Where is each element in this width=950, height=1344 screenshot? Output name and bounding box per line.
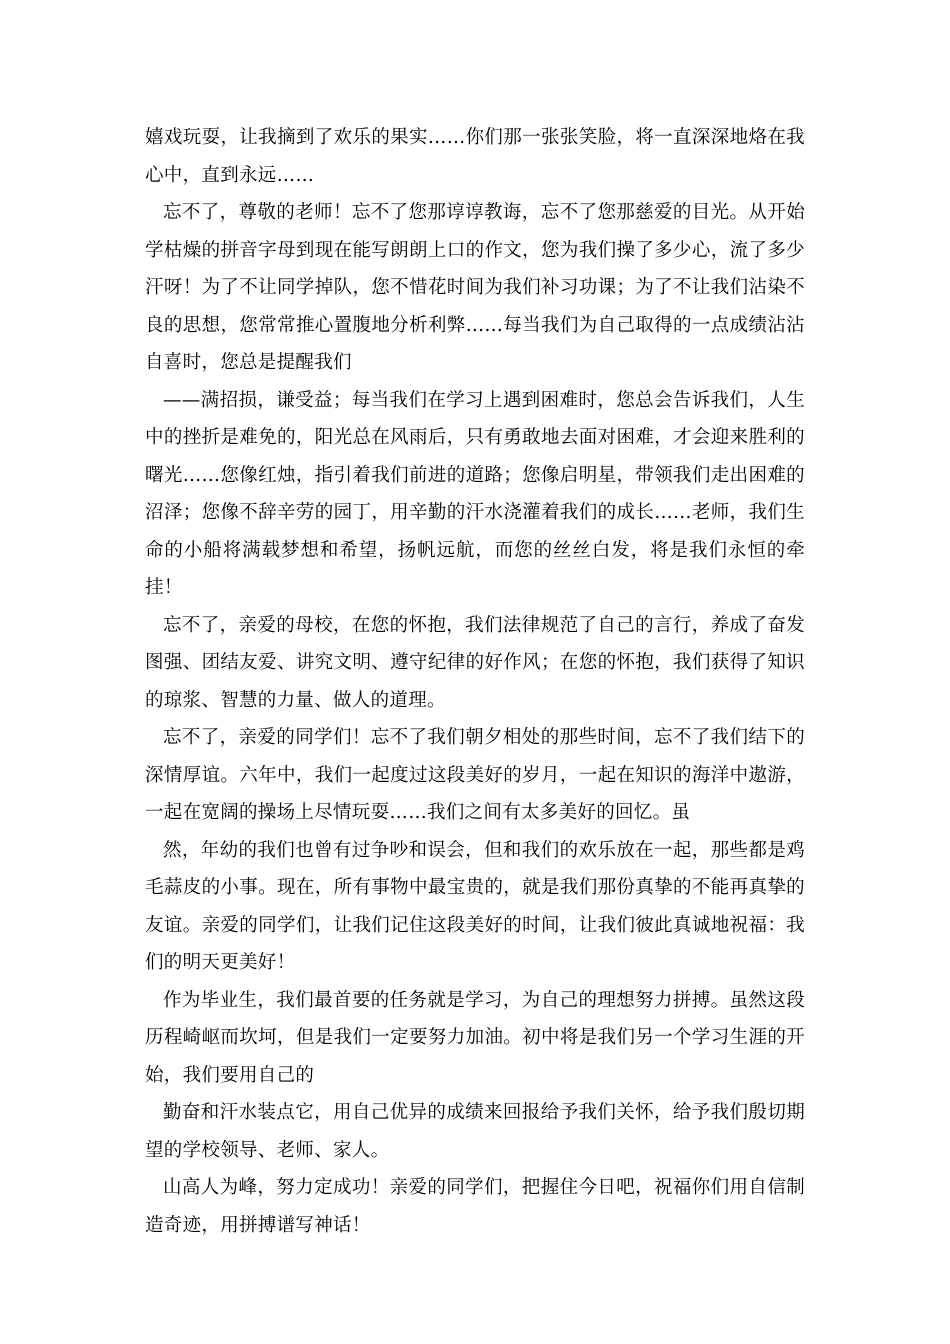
paragraph-5: 忘不了，亲爱的同学们！忘不了我们朝夕相处的那些时间，忘不了我们结下的深情厚谊。六年中，我们一起度过这段美好的岁月，一起在知识的海洋中遨游，一起在宽阔的操场上尽情玩耍……我们之间有太多美好的回忆。虽 [145, 727, 805, 823]
paragraph-4: 忘不了，亲爱的母校，在您的怀抱，我们法律规范了自己的言行，养成了奋发图强、团结友爱、讲究文明、遵守纪律的好作风；在您的怀抱，我们获得了知识的琼浆、智慧的力量、做人的道理。 [145, 614, 805, 711]
document-body [145, 119, 805, 1244]
paragraph-1: 嬉戏玩耍，让我摘到了欢乐的果实……你们那一张张笑脸，将一直深深地烙在我心中，直到永远…… [145, 127, 805, 186]
paragraph-7: 作为毕业生，我们最首要的任务就是学习，为自己的理想努力拼搏。虽然这段历程崎岖而坎坷，但是我们一定要努力加油。初中将是我们另一个学习生涯的开始，我们要用自己的 [145, 989, 805, 1086]
paragraph-6: 然，年幼的我们也曾有过争吵和误会，但和我们的欢乐放在一起，那些都是鸡毛蒜皮的小事。现在，所有事物中最宝贵的，就是我们那份真挚的不能再真挚的友谊。亲爱的同学们，让我们记住这段美好的时间，让我们彼此真诚地祝福：我们的明天更美好！ [145, 839, 805, 973]
paragraph-3: ——满招损，谦受益；每当我们在学习上遇到困难时，您总会告诉我们，人生中的挫折是难免的，阳光总在风雨后，只有勇敢地去面对困难，才会迎来胜利的曙光……您像红烛，指引着我们前进的道路；您像启明星，带领我们走出困难的沼泽；您像不辞辛劳的园丁，用辛勤的汗水浇灌着我们的成长……老师，我们生命的小船将满载梦想和希望，扬帆远航，而您的丝丝白发，将是我们永恒的牵挂！ [145, 389, 805, 598]
paragraph-2: 忘不了，尊敬的老师！忘不了您那谆谆教诲，忘不了您那慈爱的目光。从开始学枯燥的拼音字母到现在能写朗朗上口的作文，您为我们操了多少心，流了多少汗呀！为了不让同学掉队，您不惜花时间为我们补习功课；为了不让我们沾染不良的思想，您常常推心置腹地分析利弊……每当我们为自己取得的一点成绩沾沾自喜时，您总是提醒我们 [145, 202, 805, 373]
paragraph-8: 勤奋和汗水装点它，用自己优异的成绩来回报给予我们关怀，给予我们殷切期望的学校领导、老师、家人。 [145, 1102, 805, 1161]
paragraph-9: 山高人为峰，努力定成功！亲爱的同学们，把握住今日吧，祝福你们用自信制造奇迹，用拼搏谱写神话！ [145, 1177, 805, 1236]
